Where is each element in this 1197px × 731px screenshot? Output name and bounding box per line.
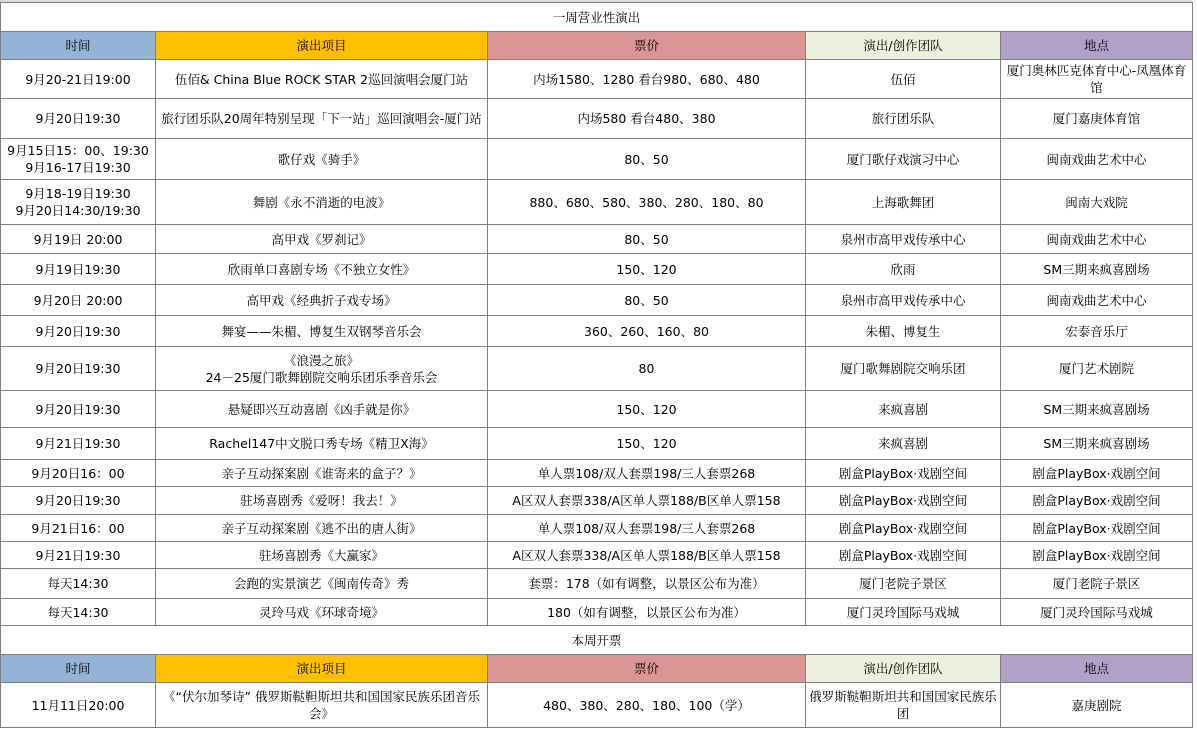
- header-program: 演出项目: [156, 32, 488, 60]
- cell-place[interactable]: SM三期来疯喜剧场: [1001, 391, 1193, 428]
- cell-price[interactable]: 150、120: [488, 428, 806, 460]
- cell-program[interactable]: 歌仔戏《骑手》: [156, 139, 488, 180]
- table-row: [1, 569, 1193, 599]
- cell-team[interactable]: 剧盒PlayBox·戏剧空间: [806, 460, 1001, 487]
- cell-program[interactable]: 会跑的实景演艺《闽南传奇》秀: [156, 569, 488, 599]
- header-place: 地点: [1001, 32, 1193, 60]
- cell-team[interactable]: 来疯喜剧: [806, 391, 1001, 428]
- cell-program[interactable]: 舞宴——朱楣、博复生双钢琴音乐会: [156, 316, 488, 347]
- performance-table: [0, 2, 1193, 728]
- cell-place[interactable]: SM三期来疯喜剧场: [1001, 254, 1193, 285]
- cell-price[interactable]: 80、50: [488, 285, 806, 316]
- header-place: 地点: [1001, 655, 1193, 683]
- cell-program[interactable]: 舞剧《永不消逝的电波》: [156, 180, 488, 225]
- cell-price[interactable]: 套票：178（如有调整，以景区公布为准）: [488, 569, 806, 599]
- table-row: [1, 391, 1193, 428]
- header-team: 演出/创作团队: [806, 655, 1001, 683]
- cell-program[interactable]: 伍佰& China Blue ROCK STAR 2巡回演唱会厦门站: [156, 60, 488, 99]
- header-program: 演出项目: [156, 655, 488, 683]
- cell-price[interactable]: 360、260、160、80: [488, 316, 806, 347]
- cell-time[interactable]: 9月20日19:30: [1, 347, 156, 391]
- header-team: 演出/创作团队: [806, 32, 1001, 60]
- cell-place[interactable]: 厦门老院子景区: [1001, 569, 1193, 599]
- cell-place[interactable]: 剧盒PlayBox·戏剧空间: [1001, 460, 1193, 487]
- cell-place[interactable]: 厦门奥林匹克体育中心-凤凰体育馆: [1001, 60, 1193, 99]
- cell-place[interactable]: 剧盒PlayBox·戏剧空间: [1001, 542, 1193, 569]
- cell-time[interactable]: 9月20日19:30: [1, 487, 156, 515]
- cell-place[interactable]: 宏泰音乐厅: [1001, 316, 1193, 347]
- cell-program[interactable]: 驻场喜剧秀《大赢家》: [156, 542, 488, 569]
- cell-time[interactable]: 9月20日19:30: [1, 316, 156, 347]
- cell-price[interactable]: 单人票108/双人套票198/三人套票268: [488, 460, 806, 487]
- table-row: [1, 99, 1193, 139]
- table-row: [1, 460, 1193, 487]
- cell-place[interactable]: 闽南戏曲艺术中心: [1001, 285, 1193, 316]
- cell-place[interactable]: SM三期来疯喜剧场: [1001, 428, 1193, 460]
- cell-time[interactable]: 9月15日15：00、19:30 9月16-17日19:30: [1, 139, 156, 180]
- header-row: [1, 655, 1193, 683]
- cell-program[interactable]: 《“伏尔加琴诗” 俄罗斯鞑靼斯坦共和国国家民族乐团音乐会》: [156, 683, 488, 728]
- cell-price[interactable]: 80、50: [488, 225, 806, 254]
- cell-price[interactable]: 80、50: [488, 139, 806, 180]
- section-title-row: [1, 3, 1193, 32]
- table-row: [1, 316, 1193, 347]
- cell-place[interactable]: 厦门艺术剧院: [1001, 347, 1193, 391]
- cell-price[interactable]: 内场580 看台480、380: [488, 99, 806, 139]
- table-row: [1, 515, 1193, 542]
- table-row: [1, 347, 1193, 391]
- cell-time[interactable]: 9月21日19:30: [1, 542, 156, 569]
- cell-team[interactable]: 厦门老院子景区: [806, 569, 1001, 599]
- cell-price[interactable]: 150、120: [488, 254, 806, 285]
- table-row: [1, 428, 1193, 460]
- table-row: [1, 487, 1193, 515]
- cell-program[interactable]: 亲子互动探案剧《谁寄来的盒子？》: [156, 460, 488, 487]
- table-row: [1, 599, 1193, 626]
- cell-price[interactable]: A区双人套票338/A区单人票188/B区单人票158: [488, 542, 806, 569]
- table-row: [1, 180, 1193, 225]
- cell-program[interactable]: 《浪漫之旅》 24－25厦门歌舞剧院交响乐团乐季音乐会: [156, 347, 488, 391]
- cell-program[interactable]: 悬疑即兴互动喜剧《凶手就是你》: [156, 391, 488, 428]
- cell-time[interactable]: 每天14:30: [1, 569, 156, 599]
- section-title: 一周营业性演出: [1, 3, 1193, 32]
- cell-price[interactable]: A区双人套票338/A区单人票188/B区单人票158: [488, 487, 806, 515]
- cell-team[interactable]: 俄罗斯鞑靼斯坦共和国国家民族乐团: [806, 683, 1001, 728]
- cell-time[interactable]: 9月20日19:30: [1, 99, 156, 139]
- table-row: [1, 139, 1193, 180]
- header-price: 票价: [488, 655, 806, 683]
- cell-program[interactable]: 驻场喜剧秀《爱呀！我去！》: [156, 487, 488, 515]
- cell-team[interactable]: 欣雨: [806, 254, 1001, 285]
- cell-time[interactable]: 9月18-19日19:30 9月20日14:30/19:30: [1, 180, 156, 225]
- table-row: [1, 60, 1193, 99]
- table-row: [1, 683, 1193, 728]
- cell-team[interactable]: 来疯喜剧: [806, 428, 1001, 460]
- cell-time[interactable]: 9月19日 20:00: [1, 225, 156, 254]
- header-price: 票价: [488, 32, 806, 60]
- cell-place[interactable]: 闽南戏曲艺术中心: [1001, 225, 1193, 254]
- cell-program[interactable]: 高甲戏《经典折子戏专场》: [156, 285, 488, 316]
- cell-time[interactable]: 每天14:30: [1, 599, 156, 626]
- cell-time[interactable]: 9月21日19:30: [1, 428, 156, 460]
- cell-time[interactable]: 9月20日19:30: [1, 391, 156, 428]
- header-row: [1, 32, 1193, 60]
- cell-time[interactable]: 9月19日19:30: [1, 254, 156, 285]
- cell-time[interactable]: 9月21日16：00: [1, 515, 156, 542]
- table-row: [1, 285, 1193, 316]
- table-row: [1, 254, 1193, 285]
- cell-time[interactable]: 9月20日 20:00: [1, 285, 156, 316]
- cell-team[interactable]: 泉州市高甲戏传承中心: [806, 285, 1001, 316]
- cell-program[interactable]: 高甲戏《罗刹记》: [156, 225, 488, 254]
- cell-team[interactable]: 朱楣、博复生: [806, 316, 1001, 347]
- cell-team[interactable]: 旅行团乐队: [806, 99, 1001, 139]
- table-row: [1, 225, 1193, 254]
- cell-price[interactable]: 880、680、580、380、280、180、80: [488, 180, 806, 225]
- cell-team[interactable]: 剧盒PlayBox·戏剧空间: [806, 515, 1001, 542]
- section-title: 本周开票: [1, 626, 1193, 655]
- cell-price[interactable]: 内场1580、1280 看台980、680、480: [488, 60, 806, 99]
- cell-price[interactable]: 单人票108/双人套票198/三人套票268: [488, 515, 806, 542]
- cell-team[interactable]: 泉州市高甲戏传承中心: [806, 225, 1001, 254]
- cell-team[interactable]: 上海歌舞团: [806, 180, 1001, 225]
- cell-team[interactable]: 剧盒PlayBox·戏剧空间: [806, 487, 1001, 515]
- header-time: 时间: [1, 655, 156, 683]
- cell-place[interactable]: 剧盒PlayBox·戏剧空间: [1001, 515, 1193, 542]
- cell-team[interactable]: 厦门歌仔戏演习中心: [806, 139, 1001, 180]
- cell-price[interactable]: 80: [488, 347, 806, 391]
- cell-time[interactable]: 11月11日20:00: [1, 683, 156, 728]
- cell-place[interactable]: 厦门嘉庚体育馆: [1001, 99, 1193, 139]
- cell-price[interactable]: 150、120: [488, 391, 806, 428]
- section-title-row: [1, 626, 1193, 655]
- cell-price[interactable]: 480、380、280、180、100（学）: [488, 683, 806, 728]
- cell-place[interactable]: 厦门灵玲国际马戏城: [1001, 599, 1193, 626]
- cell-team[interactable]: 剧盒PlayBox·戏剧空间: [806, 542, 1001, 569]
- cell-place[interactable]: 嘉庚剧院: [1001, 683, 1193, 728]
- cell-program[interactable]: 亲子互动探案剧《逃不出的唐人街》: [156, 515, 488, 542]
- cell-place[interactable]: 剧盒PlayBox·戏剧空间: [1001, 487, 1193, 515]
- cell-place[interactable]: 闽南大戏院: [1001, 180, 1193, 225]
- cell-program[interactable]: 欣雨单口喜剧专场《不独立女性》: [156, 254, 488, 285]
- cell-team[interactable]: 厦门灵玲国际马戏城: [806, 599, 1001, 626]
- cell-program[interactable]: 灵玲马戏《环球奇境》: [156, 599, 488, 626]
- cell-price[interactable]: 180（如有调整，以景区公布为准）: [488, 599, 806, 626]
- table-row: [1, 542, 1193, 569]
- cell-program[interactable]: Rachel147中文脱口秀专场《精卫X海》: [156, 428, 488, 460]
- cell-place[interactable]: 闽南戏曲艺术中心: [1001, 139, 1193, 180]
- cell-team[interactable]: 厦门歌舞剧院交响乐团: [806, 347, 1001, 391]
- cell-time[interactable]: 9月20-21日19:00: [1, 60, 156, 99]
- cell-time[interactable]: 9月20日16：00: [1, 460, 156, 487]
- header-time: 时间: [1, 32, 156, 60]
- cell-program[interactable]: 旅行团乐队20周年特别呈现「下一站」巡回演唱会-厦门站: [156, 99, 488, 139]
- cell-team[interactable]: 伍佰: [806, 60, 1001, 99]
